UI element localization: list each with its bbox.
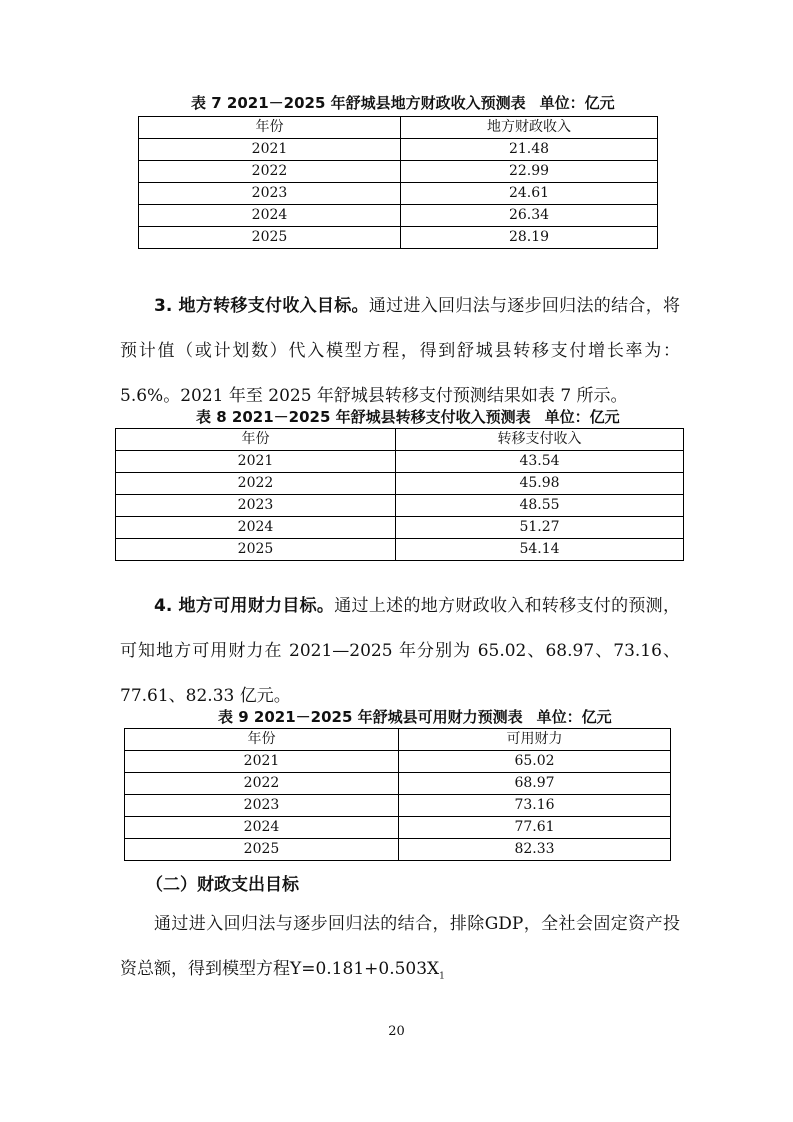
table9-caption (218, 707, 612, 727)
cell-value: 45.98 (396, 473, 684, 495)
table9-unit: 单位：亿元 (536, 708, 612, 726)
paragraph-transfer-income (120, 284, 680, 419)
table-row (125, 839, 671, 861)
cell-year: 2023 (125, 795, 399, 817)
header-cell-value: 转移支付收入 (396, 429, 684, 451)
table-row (125, 795, 671, 817)
table-row (116, 517, 684, 539)
paragraph-text: 通过进入回归法与逐步回归法的结合，排除GDP，全社会固定资产投资总额，得到模型方程Y=0.181+0.503X (120, 914, 680, 979)
cell-year: 2022 (139, 161, 401, 183)
cell-year: 2024 (125, 817, 399, 839)
cell-year: 2025 (125, 839, 399, 861)
cell-year: 2022 (125, 773, 399, 795)
cell-value: 73.16 (399, 795, 671, 817)
paragraph-lead: 4. 地方可用财力目标。 (154, 596, 335, 616)
cell-year: 2024 (139, 205, 401, 227)
table-row (139, 139, 658, 161)
table-row (139, 227, 658, 249)
table-row (139, 183, 658, 205)
paragraph-expenditure (120, 902, 680, 999)
table-header-row (125, 729, 671, 751)
table9 (124, 728, 671, 861)
cell-value: 48.55 (396, 495, 684, 517)
cell-value: 82.33 (399, 839, 671, 861)
cell-value: 22.99 (401, 161, 658, 183)
cell-value: 65.02 (399, 751, 671, 773)
table-header-row (116, 429, 684, 451)
cell-value: 21.48 (401, 139, 658, 161)
cell-year: 2025 (116, 539, 396, 561)
table7 (138, 116, 658, 249)
header-cell-year: 年份 (125, 729, 399, 751)
table8-caption (196, 407, 620, 427)
section-heading: （二）财政支出目标 (146, 875, 299, 895)
equation-subscript: 1 (439, 971, 445, 982)
cell-value: 26.34 (401, 205, 658, 227)
cell-year: 2023 (139, 183, 401, 205)
header-cell-value: 可用财力 (399, 729, 671, 751)
page-number: 20 (388, 1024, 405, 1039)
table-row (125, 817, 671, 839)
table7-caption (191, 93, 615, 113)
table-row (116, 473, 684, 495)
table-row (125, 773, 671, 795)
table-row (116, 539, 684, 561)
table-row (125, 751, 671, 773)
table-row (116, 451, 684, 473)
table8-unit: 单位：亿元 (544, 408, 620, 426)
paragraph-text: 通过上述的地方财政收入和转移支付的预测，可知地方可用财力在 2021—2025 年分别为 65.02、68.97、73.16、77.61、82.33 亿元。 (120, 596, 680, 706)
table8 (115, 428, 684, 561)
paragraph-lead: 3. 地方转移支付收入目标。 (154, 296, 369, 316)
paragraph-text: 通过进入回归法与逐步回归法的结合，将预计值（或计划数）代入模型方程，得到舒城县转移支付增长率为：5.6%。2021 年至 2025 年舒城县转移支付预测结果如表 7 所示。 (120, 296, 680, 406)
header-cell-year: 年份 (116, 429, 396, 451)
cell-year: 2025 (139, 227, 401, 249)
cell-value: 28.19 (401, 227, 658, 249)
table7-unit: 单位：亿元 (539, 94, 615, 112)
header-cell-value: 地方财政收入 (401, 117, 658, 139)
cell-year: 2021 (139, 139, 401, 161)
cell-value: 43.54 (396, 451, 684, 473)
table-header-row (139, 117, 658, 139)
table7-title: 表 7 2021－2025 年舒城县地方财政收入预测表 (191, 94, 526, 112)
cell-value: 24.61 (401, 183, 658, 205)
table-row (139, 161, 658, 183)
table9-title: 表 9 2021－2025 年舒城县可用财力预测表 (218, 708, 523, 726)
table-row (139, 205, 658, 227)
cell-value: 54.14 (396, 539, 684, 561)
cell-year: 2022 (116, 473, 396, 495)
cell-year: 2024 (116, 517, 396, 539)
cell-value: 51.27 (396, 517, 684, 539)
table8-title: 表 8 2021－2025 年舒城县转移支付收入预测表 (196, 408, 531, 426)
table-row (116, 495, 684, 517)
cell-value: 68.97 (399, 773, 671, 795)
cell-year: 2023 (116, 495, 396, 517)
cell-year: 2021 (125, 751, 399, 773)
paragraph-available-funds (120, 584, 680, 719)
cell-value: 77.61 (399, 817, 671, 839)
header-cell-year: 年份 (139, 117, 401, 139)
cell-year: 2021 (116, 451, 396, 473)
